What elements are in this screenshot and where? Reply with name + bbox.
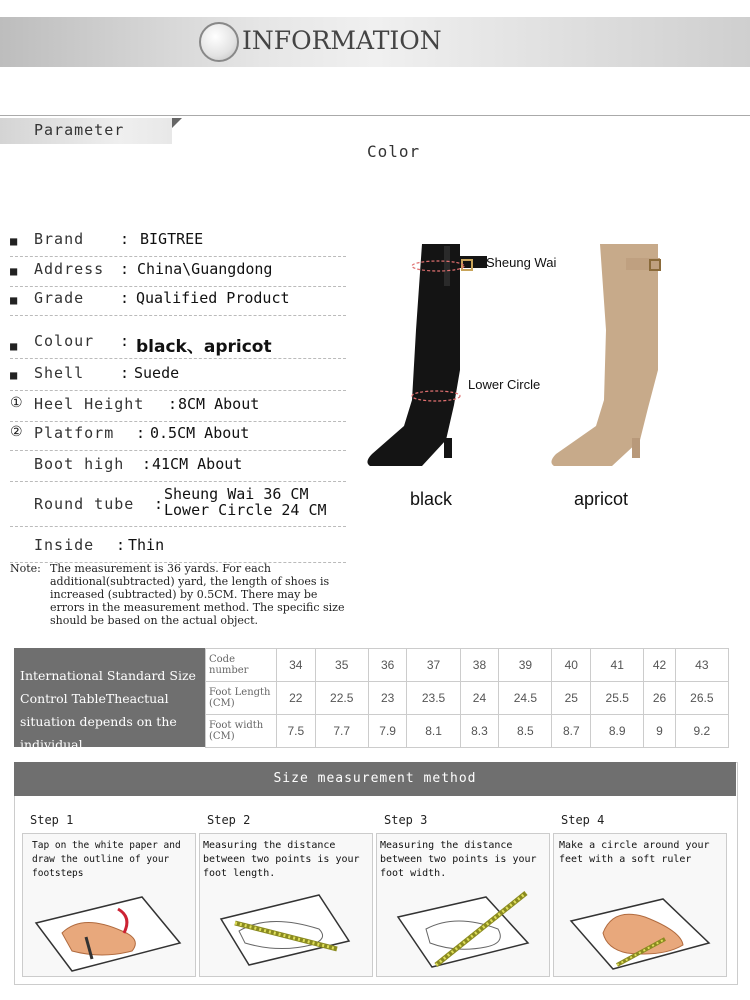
param-row-inside: Inside : Thin xyxy=(10,534,346,563)
param-row-colour: ■ Colour : black、apricot xyxy=(10,330,346,359)
table-cell: 7.7 xyxy=(315,715,368,748)
param-value-2: Lower Circle 24 CM xyxy=(164,501,327,519)
callout-lower-circle: Lower Circle xyxy=(468,377,541,392)
step-text: Make a circle around your feet with a soft ruler xyxy=(559,840,710,865)
swatch-label-black: black xyxy=(410,489,453,509)
table-cell: 26.5 xyxy=(675,682,728,715)
table-cell: 41 xyxy=(591,649,644,682)
divider xyxy=(0,115,750,116)
param-value: BIGTREE xyxy=(140,230,204,248)
table-cell: 8.3 xyxy=(460,715,499,748)
table-row-header: Foot width (CM) xyxy=(206,715,277,748)
measurement-title: Size measurement method xyxy=(273,771,477,786)
table-cell: 25.5 xyxy=(591,682,644,715)
param-row-round-tube: Round tube : Sheung Wai 36 CM Lower Circle 24 CM xyxy=(10,486,346,527)
param-label: Inside xyxy=(34,536,95,554)
table-cell: 25 xyxy=(552,682,591,715)
table-row xyxy=(206,682,729,715)
param-value: 8CM About xyxy=(178,395,260,413)
param-row-platform: ② Platform : 0.5CM About xyxy=(10,422,346,451)
apricot-boot-image xyxy=(551,244,660,466)
table-cell: 39 xyxy=(499,649,552,682)
table-cell: 26 xyxy=(644,682,675,715)
step-label: Step 2 xyxy=(207,813,251,827)
table-cell: 9.2 xyxy=(675,715,728,748)
size-table xyxy=(205,648,729,748)
foot-outline-icon xyxy=(22,873,194,973)
parameter-tab-label: Parameter xyxy=(34,121,125,139)
page-title: INFORMATION xyxy=(242,26,442,55)
bullet-icon: ■ xyxy=(10,293,18,307)
step-label: Step 1 xyxy=(30,813,74,827)
param-value: 0.5CM About xyxy=(150,424,250,442)
param-label: Grade xyxy=(34,289,85,307)
step-label: Step 3 xyxy=(384,813,428,827)
table-cell: 8.9 xyxy=(591,715,644,748)
table-cell: 22.5 xyxy=(315,682,368,715)
param-label: Boot high xyxy=(34,455,125,473)
param-label: Round tube xyxy=(34,495,135,513)
step-text: Measuring the distance between two points is your foot length. xyxy=(203,840,360,879)
table-cell: 36 xyxy=(368,649,407,682)
table-cell: 23 xyxy=(368,682,407,715)
step-text: Tap on the white paper and draw the outline of your footsteps xyxy=(32,840,181,879)
table-cell: 40 xyxy=(552,649,591,682)
swatch-label-apricot: apricot xyxy=(574,489,629,509)
table-row xyxy=(206,649,729,682)
color-section-label: Color xyxy=(367,142,421,161)
step-1 xyxy=(22,813,194,975)
param-row-shell: ■ Shell : Suede xyxy=(10,362,346,391)
bullet-icon: ■ xyxy=(10,339,18,353)
table-cell: 43 xyxy=(675,649,728,682)
param-row-heel-height: ① Heel Height : 8CM About xyxy=(10,393,346,422)
step-4 xyxy=(553,813,725,975)
table-cell: 7.5 xyxy=(277,715,316,748)
table-cell: 8.7 xyxy=(552,715,591,748)
tab-corner-icon xyxy=(172,118,182,128)
soft-ruler-icon xyxy=(553,873,725,973)
callout-sheung-wai: Sheung Wai xyxy=(486,255,557,270)
table-cell: 38 xyxy=(460,649,499,682)
step-text: Measuring the distance between two points is your foot width. xyxy=(380,840,537,879)
param-label: Shell xyxy=(34,364,85,382)
number-2-icon: ② xyxy=(10,424,23,440)
table-cell: 8.5 xyxy=(499,715,552,748)
param-label: Address xyxy=(34,260,105,278)
step-label: Step 4 xyxy=(561,813,605,827)
table-cell: 24 xyxy=(460,682,499,715)
boots-illustration xyxy=(360,230,740,530)
param-value: Suede xyxy=(134,364,180,382)
param-value: black、apricot xyxy=(136,337,272,357)
param-row-boot-high: Boot high : 41CM About xyxy=(10,453,346,482)
param-row-brand: ■ Brand : BIGTREE xyxy=(10,228,346,257)
param-value: Qualified Product xyxy=(136,289,290,307)
black-boot-image xyxy=(367,244,487,466)
step-2 xyxy=(199,813,371,975)
param-label: Colour xyxy=(34,332,95,350)
table-cell: 7.9 xyxy=(368,715,407,748)
header-circle-icon xyxy=(199,22,239,62)
table-cell: 42 xyxy=(644,649,675,682)
param-value: 41CM About xyxy=(152,455,243,473)
measurement-note xyxy=(10,562,350,627)
size-table-caption: International Standard Size Control TableTheactual situation depends on the individual. xyxy=(20,668,196,752)
param-value: Thin xyxy=(128,536,165,554)
param-value: China\Guangdong xyxy=(137,260,273,278)
table-cell: 22 xyxy=(277,682,316,715)
table-row xyxy=(206,715,729,748)
bullet-icon: ■ xyxy=(10,234,18,248)
ruler-length-icon xyxy=(199,873,371,973)
note-text: The measurement is 36 yards. For each additional(subtracted) yard, the length of shoes is increased (subtracted) by 0.5CM. There may be errors in the measurement method. The specific size should be based on the actual object. xyxy=(50,562,345,627)
note-prefix: Note: xyxy=(10,562,41,575)
table-cell: 8.1 xyxy=(407,715,460,748)
param-row-grade: ■ Grade : Qualified Product xyxy=(10,287,346,316)
table-cell: 35 xyxy=(315,649,368,682)
table-cell: 24.5 xyxy=(499,682,552,715)
table-cell: 37 xyxy=(407,649,460,682)
param-label: Platform xyxy=(34,424,115,442)
table-row-header: Foot Length (CM) xyxy=(206,682,277,715)
bullet-icon: ■ xyxy=(10,264,18,278)
number-1-icon: ① xyxy=(10,395,23,411)
step-3 xyxy=(376,813,548,975)
param-label: Brand xyxy=(34,230,85,248)
bullet-icon: ■ xyxy=(10,368,18,382)
table-cell: 23.5 xyxy=(407,682,460,715)
param-value: Sheung Wai 36 CM xyxy=(164,485,309,503)
param-row-address: ■ Address : China\Guangdong xyxy=(10,258,346,287)
table-cell: 9 xyxy=(644,715,675,748)
table-cell: 34 xyxy=(277,649,316,682)
param-label: Heel Height xyxy=(34,395,145,413)
ruler-width-icon xyxy=(376,873,548,973)
table-row-header: Code number xyxy=(206,649,277,682)
